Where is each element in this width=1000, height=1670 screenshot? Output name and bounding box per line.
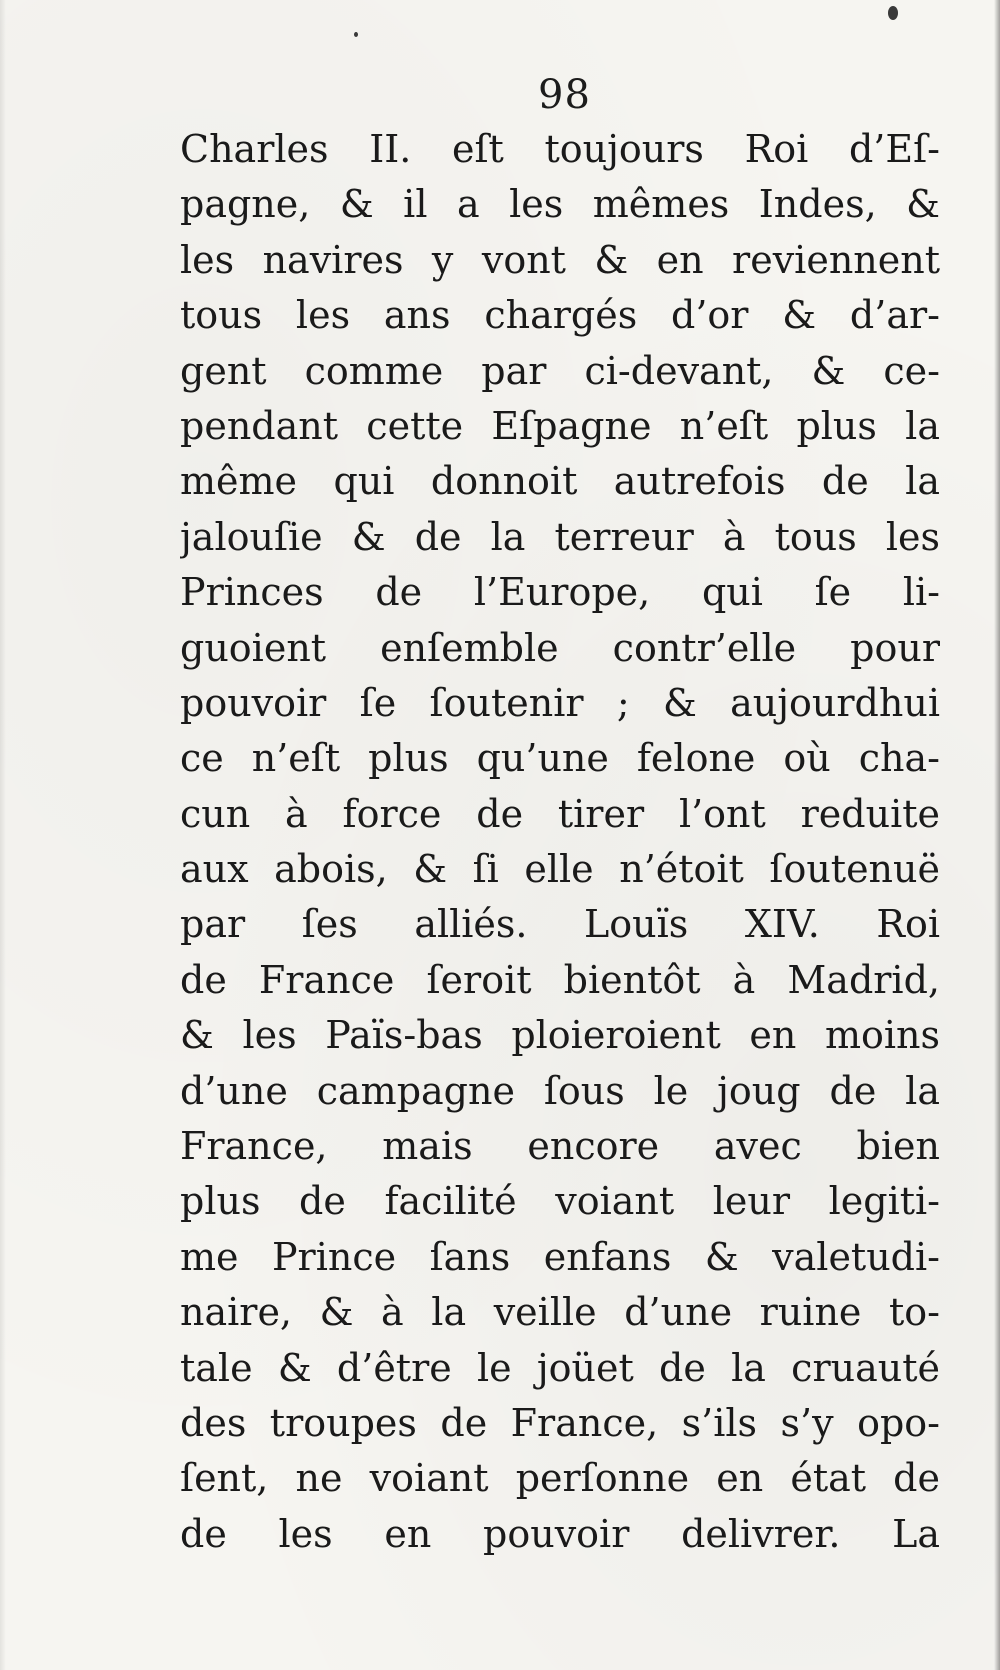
text-line: pagne, & il a les mêmes Indes, & [180, 182, 940, 227]
text-line: Charles II. eſt toujours Roi d’Eſ- [180, 127, 940, 171]
text-line: par ſes alliés. Louïs XIV. Roi [180, 902, 940, 947]
text-line: les navires y vont & en reviennent [180, 237, 940, 282]
ink-spot [354, 32, 358, 37]
text-line: jalouſie & de la terreur à tous les [180, 514, 940, 559]
text-line: plus de facilité voiant leur legiti- [180, 1179, 940, 1224]
text-line: guoient enſemble contr’elle pour [180, 625, 940, 670]
text-line: même qui donnoit autrefois de la [180, 459, 940, 504]
text-line: pouvoir ſe ſoutenir ; & aujourdhui [180, 680, 940, 725]
text-line: me Prince ſans enfans & valetudi- [180, 1234, 940, 1279]
page-fold-right [994, 0, 1000, 1670]
page-fold-left [0, 0, 6, 1670]
page-number: 98 [538, 72, 591, 118]
body-text [180, 122, 940, 1562]
text-line: ce n’eſt plus qu’une felone où cha- [180, 736, 940, 781]
text-line: tale & d’être le joüet de la cruauté [180, 1345, 940, 1390]
text-line: tous les ans chargés d’or & d’ar- [180, 293, 940, 338]
text-line: aux abois, & ſi elle n’étoit ſoutenuë [180, 847, 940, 892]
text-line: Princes de l’Europe, qui ſe li- [180, 570, 940, 615]
text-line: gent comme par ci-devant, & ce- [180, 348, 940, 393]
text-line: cun à force de tirer l’ont reduite [180, 791, 940, 836]
ink-spot [888, 6, 898, 20]
text-line: de les en pouvoir delivrer. La [180, 1511, 940, 1556]
text-line: ſent, ne voiant perſonne en état de [180, 1456, 940, 1501]
text-line: & les Païs-bas ploieroient en moins [180, 1013, 940, 1058]
text-line: naire, & à la veille d’une ruine to- [180, 1290, 940, 1335]
text-line: pendant cette Eſpagne n’eſt plus la [180, 403, 940, 448]
text-line: de France ſeroit bientôt à Madrid, [180, 957, 940, 1002]
text-line: des troupes de France, s’ils s’y opo- [180, 1400, 940, 1445]
text-line: d’une campagne ſous le joug de la [180, 1068, 940, 1113]
text-line: France, mais encore avec bien [180, 1124, 940, 1169]
